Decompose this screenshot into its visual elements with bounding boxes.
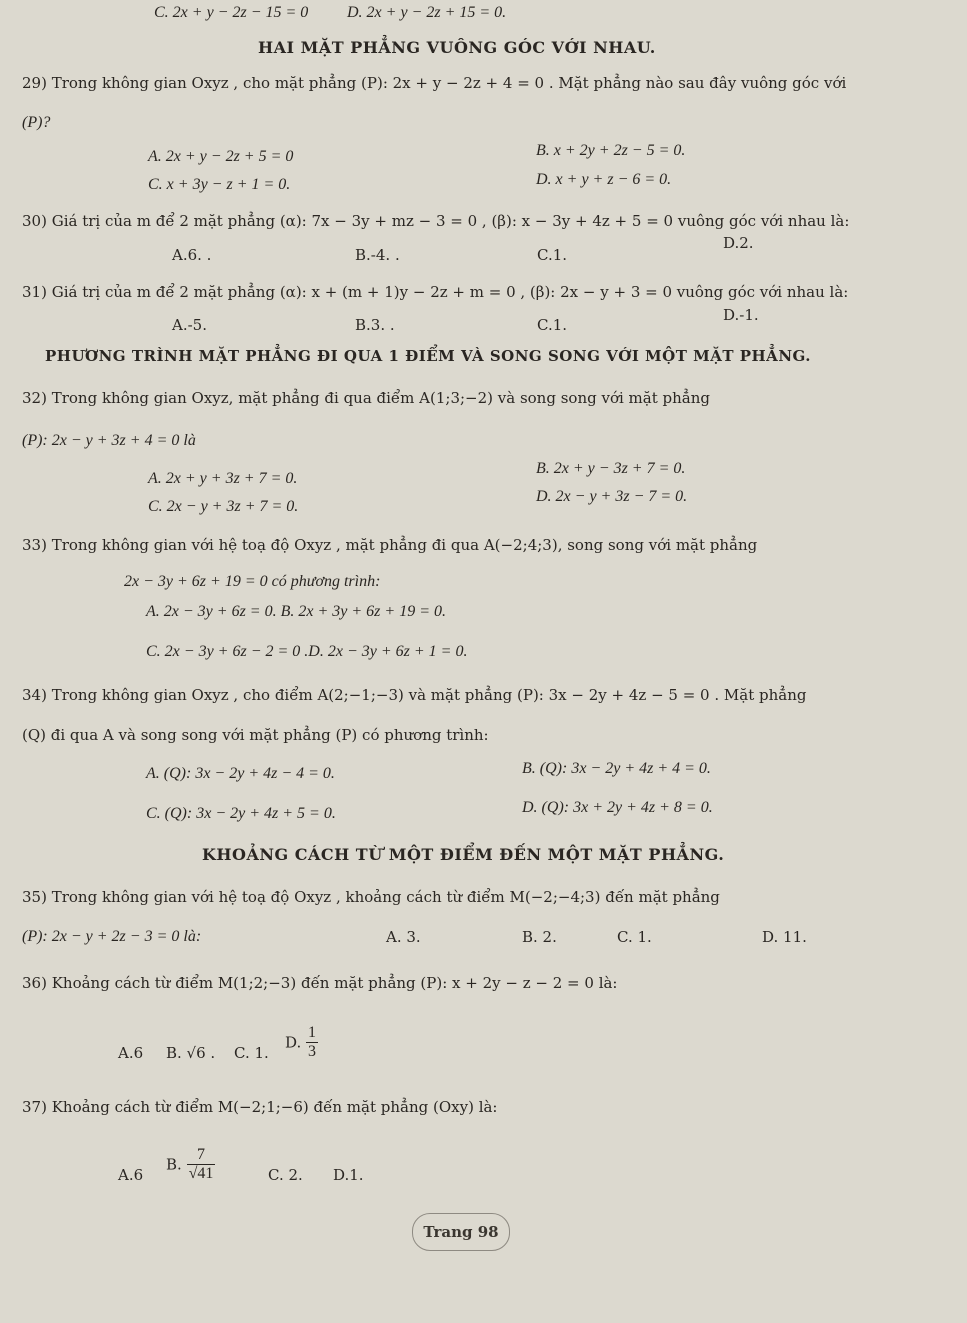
- q31-option-a: A.-5.: [172, 316, 207, 334]
- q35-option-a: A. 3.: [386, 928, 421, 946]
- page-number: Trang 98: [412, 1213, 510, 1251]
- q35-option-d: D. 11.: [762, 928, 807, 946]
- q35-option-b: B. 2.: [522, 928, 557, 946]
- q31-option-c: C.1.: [537, 316, 568, 334]
- fraction-denominator: √41: [188, 1165, 214, 1182]
- q37-option-b-fraction: [187, 1146, 216, 1183]
- q32-option-c: C. 2x − y + 3z + 7 = 0.: [148, 498, 299, 515]
- question-33: 33) Trong không gian với hệ toạ độ Oxyz , mặt phẳng đi qua A(−2;4;3), song song với mặt phẳng: [22, 536, 758, 554]
- question-34: 34) Trong không gian Oxyz , cho điểm A(2;−1;−3) và mặt phẳng (P): 3x − 2y + 4z − 5 = 0 . Mặt phẳng: [22, 686, 807, 704]
- fraction-denominator: 3: [308, 1043, 317, 1060]
- q31-option-d: D.-1.: [723, 306, 759, 324]
- q36-option-b: B. √6 .: [166, 1044, 216, 1062]
- q34-option-a: A. (Q): 3x − 2y + 4z − 4 = 0.: [146, 765, 335, 782]
- option-c-prev: C. 2x + y − 2z − 15 = 0: [154, 4, 309, 21]
- question-37: 37) Khoảng cách từ điểm M(−2;1;−6) đến mặt phẳng (Oxy) là:: [22, 1098, 498, 1116]
- q36-option-d-fraction: [306, 1024, 318, 1061]
- section-heading-perpendicular: HAI MẶT PHẲNG VUÔNG GÓC VỚI NHAU.: [258, 38, 656, 57]
- q32-option-b: B. 2x + y − 3z + 7 = 0.: [536, 460, 686, 477]
- q30-option-c: C.1.: [537, 246, 568, 264]
- question-31: 31) Giá trị của m để 2 mặt phẳng (α): x + (m + 1)y − 2z + m = 0 , (β): 2x − y + 3 = 0 vuông góc với nhau là:: [22, 283, 849, 301]
- q30-option-d: D.2.: [723, 234, 754, 252]
- q37-option-c: C. 2.: [268, 1166, 303, 1184]
- q36-option-a: A.6: [118, 1044, 144, 1062]
- q33-options-ab: A. 2x − 3y + 6z = 0. B. 2x + 3y + 6z + 19 = 0.: [146, 603, 446, 620]
- q36-option-d: [285, 1024, 318, 1061]
- question-35-cont: (P): 2x − y + 2z − 3 = 0 là:: [22, 928, 202, 945]
- q34-option-b: B. (Q): 3x − 2y + 4z + 4 = 0.: [522, 760, 711, 777]
- section-heading-parallel: PHƯƠNG TRÌNH MẶT PHẲNG ĐI QUA 1 ĐIỂM VÀ SONG SONG VỚI MỘT MẶT PHẲNG.: [45, 347, 812, 365]
- question-29: 29) Trong không gian Oxyz , cho mặt phẳng (P): 2x + y − 2z + 4 = 0 . Mặt phẳng nào sau đây vuông góc với: [22, 74, 847, 92]
- question-32-cont: (P): 2x − y + 3z + 4 = 0 là: [22, 432, 196, 449]
- q31-option-b: B.3. .: [355, 316, 395, 334]
- q34-option-d: D. (Q): 3x + 2y + 4z + 8 = 0.: [522, 799, 713, 816]
- question-35: 35) Trong không gian với hệ toạ độ Oxyz , khoảng cách từ điểm M(−2;−4;3) đến mặt phẳng: [22, 888, 720, 906]
- q29-option-a: A. 2x + y − 2z + 5 = 0: [148, 148, 294, 165]
- q37-option-a: A.6: [118, 1166, 144, 1184]
- fraction-numerator: 1: [308, 1024, 317, 1041]
- q29-option-b: B. x + 2y + 2z − 5 = 0.: [536, 142, 686, 159]
- question-36: 36) Khoảng cách từ điểm M(1;2;−3) đến mặt phẳng (P): x + 2y − z − 2 = 0 là:: [22, 974, 618, 992]
- q35-option-c: C. 1.: [617, 928, 652, 946]
- fraction-numerator: 7: [187, 1146, 216, 1165]
- q33-options-cd: C. 2x − 3y + 6z − 2 = 0 .D. 2x − 3y + 6z + 1 = 0.: [146, 643, 468, 660]
- q37-option-d: D.1.: [333, 1166, 364, 1184]
- q29-option-c: C. x + 3y − z + 1 = 0.: [148, 176, 291, 193]
- q36-option-d-label: D.: [285, 1033, 302, 1052]
- section-heading-distance: KHOẢNG CÁCH TỪ MỘT ĐIỂM ĐẾN MỘT MẶT PHẲNG.: [202, 845, 725, 864]
- question-29-cont: (P)?: [22, 114, 51, 131]
- q37-option-b: [166, 1146, 215, 1183]
- q36-option-c: C. 1.: [234, 1044, 269, 1062]
- question-32: 32) Trong không gian Oxyz, mặt phẳng đi qua điểm A(1;3;−2) và song song với mặt phẳng: [22, 389, 710, 407]
- question-34-cont: (Q) đi qua A và song song với mặt phẳng (P) có phương trình:: [22, 726, 489, 744]
- q30-option-b: B.-4. .: [355, 246, 400, 264]
- q37-option-b-label: B.: [166, 1155, 182, 1174]
- question-30: 30) Giá trị của m để 2 mặt phẳng (α): 7x − 3y + mz − 3 = 0 , (β): x − 3y + 4z + 5 = 0 vuông góc với nhau là:: [22, 212, 850, 230]
- q29-option-d: D. x + y + z − 6 = 0.: [536, 171, 672, 188]
- q30-option-a: A.6. .: [172, 246, 212, 264]
- option-d-prev: D. 2x + y − 2z + 15 = 0.: [347, 4, 507, 21]
- q32-option-d: D. 2x − y + 3z − 7 = 0.: [536, 488, 688, 505]
- q32-option-a: A. 2x + y + 3z + 7 = 0.: [148, 470, 298, 487]
- q34-option-c: C. (Q): 3x − 2y + 4z + 5 = 0.: [146, 805, 336, 822]
- question-33-cont: 2x − 3y + 6z + 19 = 0 có phương trình:: [124, 573, 381, 590]
